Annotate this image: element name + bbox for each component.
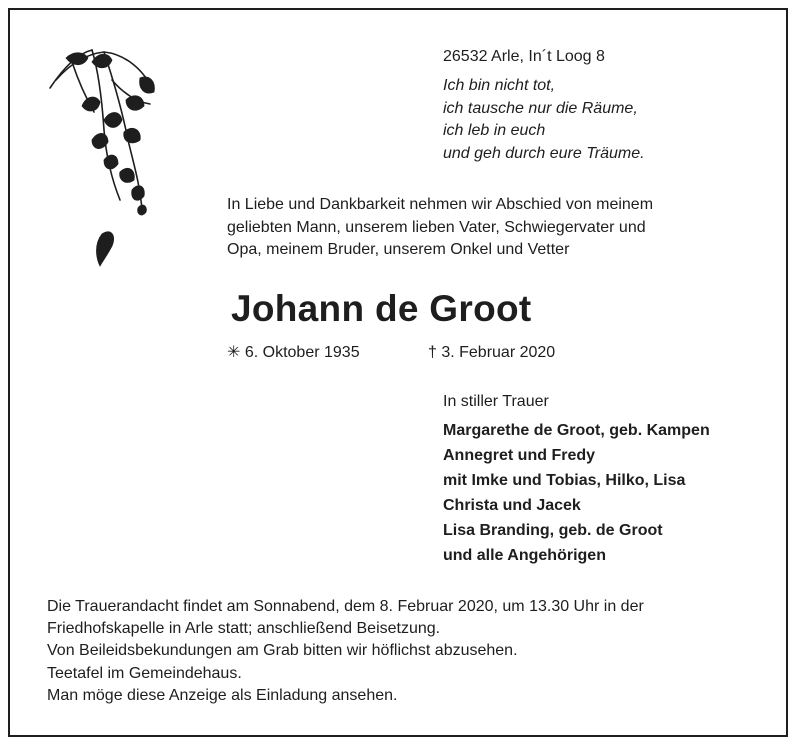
service-notice <box>47 596 644 707</box>
address: 26532 Arle, In´t Loog 8 <box>443 48 605 65</box>
mourner-line: und alle Angehörigen <box>443 547 606 564</box>
mourner-line: Margarethe de Groot, geb. Kampen <box>443 422 710 439</box>
poem-line: Ich bin nicht tot, <box>443 77 556 94</box>
mourner-line: Annegret und Fredy <box>443 447 596 464</box>
notice-line: Teetafel im Gemeindehaus. <box>47 664 242 682</box>
intro-line: geliebten Mann, unserem lieben Vater, Schwiegervater und <box>227 218 646 236</box>
birth-date: ✳ 6. Oktober 1935 <box>227 344 360 361</box>
poem-line: und geh durch eure Träume. <box>443 144 645 162</box>
mourner-line: Lisa Branding, geb. de Groot <box>443 522 663 539</box>
poem-line: ich leb in euch <box>443 122 546 139</box>
mourner-line: mit Imke und Tobias, Hilko, Lisa <box>443 472 686 489</box>
intro-line: Opa, meinem Bruder, unserem Onkel und Vetter <box>227 241 570 258</box>
mourning-label: In stiller Trauer <box>443 393 549 410</box>
notice-line: Man möge diese Anzeige als Einladung ansehen. <box>47 686 398 704</box>
mourners-list <box>443 418 710 568</box>
birch-branch-illustration <box>42 40 172 270</box>
death-date: † 3. Februar 2020 <box>428 344 556 361</box>
poem-line: ich tausche nur die Räume, <box>443 99 638 117</box>
deceased-name: Johann de Groot <box>231 288 532 329</box>
notice-line: Von Beileidsbekundungen am Grab bitten wir höflichst abzusehen. <box>47 642 518 660</box>
poem <box>443 75 645 165</box>
mourner-line: Christa und Jacek <box>443 497 581 514</box>
notice-line: Die Trauerandacht findet am Sonnabend, dem 8. Februar 2020, um 13.30 Uhr in der <box>47 598 644 615</box>
notice-line: Friedhofskapelle in Arle statt; anschließend Beisetzung. <box>47 620 441 638</box>
intro-line: In Liebe und Dankbarkeit nehmen wir Abschied von meinem <box>227 196 654 213</box>
farewell-intro <box>227 194 653 262</box>
